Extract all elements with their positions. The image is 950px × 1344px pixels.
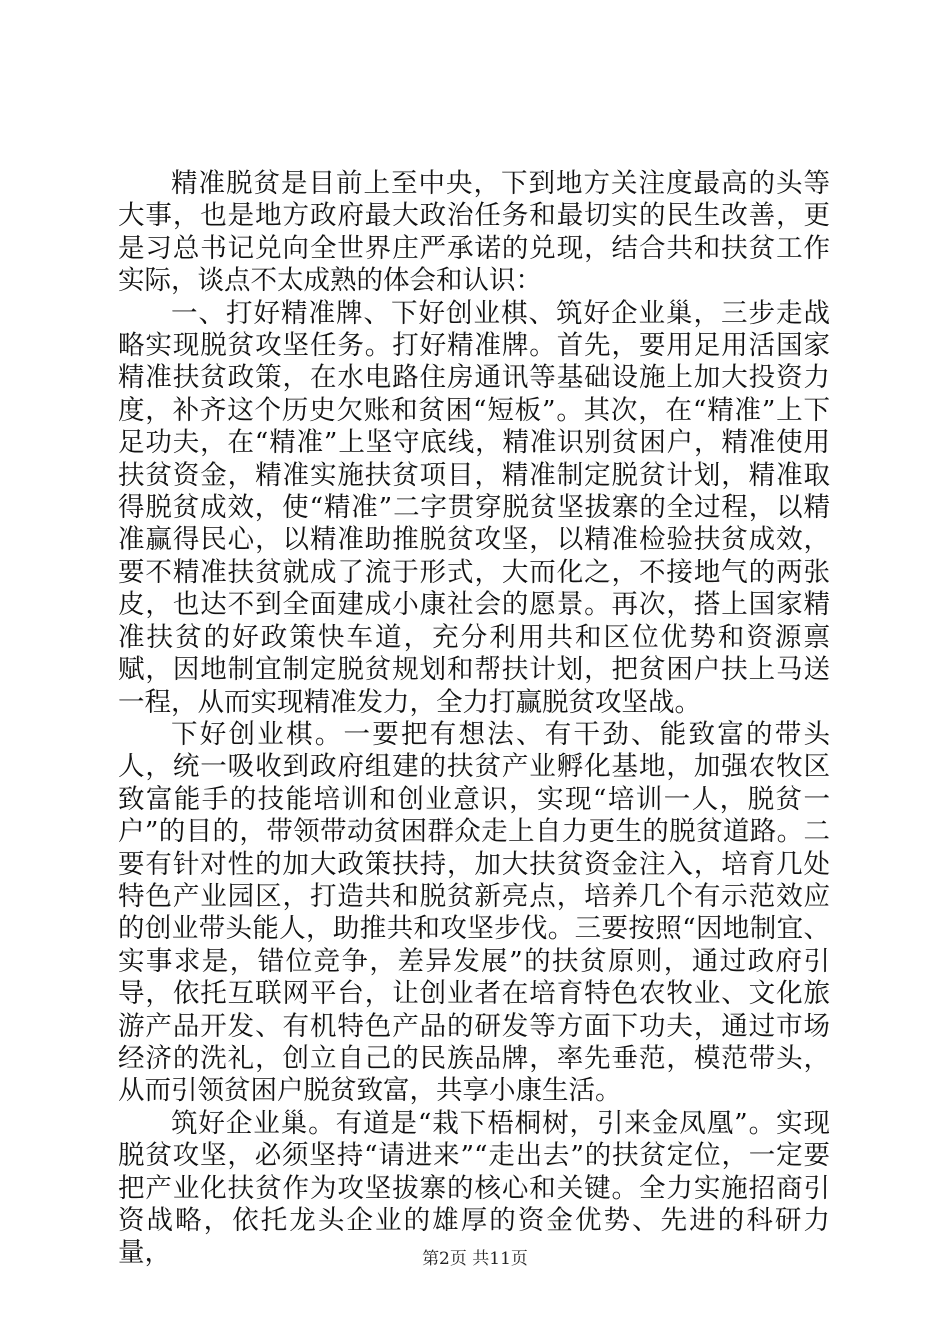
paragraph-entrepreneurship: 下好创业棋。一要把有想法、有干劲、能致富的带头人，统一吸收到政府组建的扶贫产业孵化基地，加强农牧区致富能手的技能培训和创业意识，实现“培训一人，脱贫一户”的目的，带领带动贫困群众走上自力更生的脱贫道路。二要有针对性的加大政策扶持，加大扶贫资金注入，培育几处特色产业园区，打造共和脱贫新亮点，培养几个有示范效应的创业带头能人，助推共和攻坚步伐。三要按照“因地制宜、实事求是，错位竞争，差异发展”的扶贫原则，通过政府引导，依托互联网平台，让创业者在培育特色农牧业、文化旅游产品开发、有机特色产品的研发等方面下功夫，通过市场经济的洗礼，创立自己的民族品牌，率先垂范，模范带头，从而引领贫困户脱贫致富，共享小康生活。 [118,718,830,1107]
page-footer [0,1248,950,1270]
document-body [118,168,830,1270]
page-number-label: 第2页 共11页 [422,1249,528,1269]
paragraph-intro: 精准脱贫是目前上至中央，下到地方关注度最高的头等大事，也是地方政府最大政治任务和最切实的民生改善，更是习总书记兑向全世界庄严承诺的兑现，结合共和扶贫工作实际，谈点不太成熟的体会和认识： [118,168,830,297]
paragraph-enterprise-nest: 筑好企业巢。有道是“栽下梧桐树，引来金凤凰”。实现脱贫攻坚，必须坚持“请进来”“走出去”的扶贫定位，一定要把产业化扶贫作为攻坚拔寨的核心和关键。全力实施招商引资战略，依托龙头企业的雄厚的资金优势、先进的科研力量， [118,1107,830,1269]
paragraph-precision-strategy: 一、打好精准牌、下好创业棋、筑好企业巢，三步走战略实现脱贫攻坚任务。打好精准牌。首先，要用足用活国家精准扶贫政策，在水电路住房通讯等基础设施上加大投资力度，补齐这个历史欠账和贫困“短板”。其次，在“精准”上下足功夫，在“精准”上坚守底线，精准识别贫困户，精准使用扶贫资金，精准实施扶贫项目，精准制定脱贫计划，精准取得脱贫成效，使“精准”二字贯穿脱贫坚拔寨的全过程，以精准赢得民心，以精准助推脱贫攻坚，以精准检验扶贫成效，要不精准扶贫就成了流于形式，大而化之，不接地气的两张皮，也达不到全面建成小康社会的愿景。再次，搭上国家精准扶贫的好政策快车道，充分利用共和区位优势和资源禀赋，因地制宜制定脱贫规划和帮扶计划，把贫困户扶上马送一程，从而实现精准发力，全力打赢脱贫攻坚战。 [118,297,830,718]
